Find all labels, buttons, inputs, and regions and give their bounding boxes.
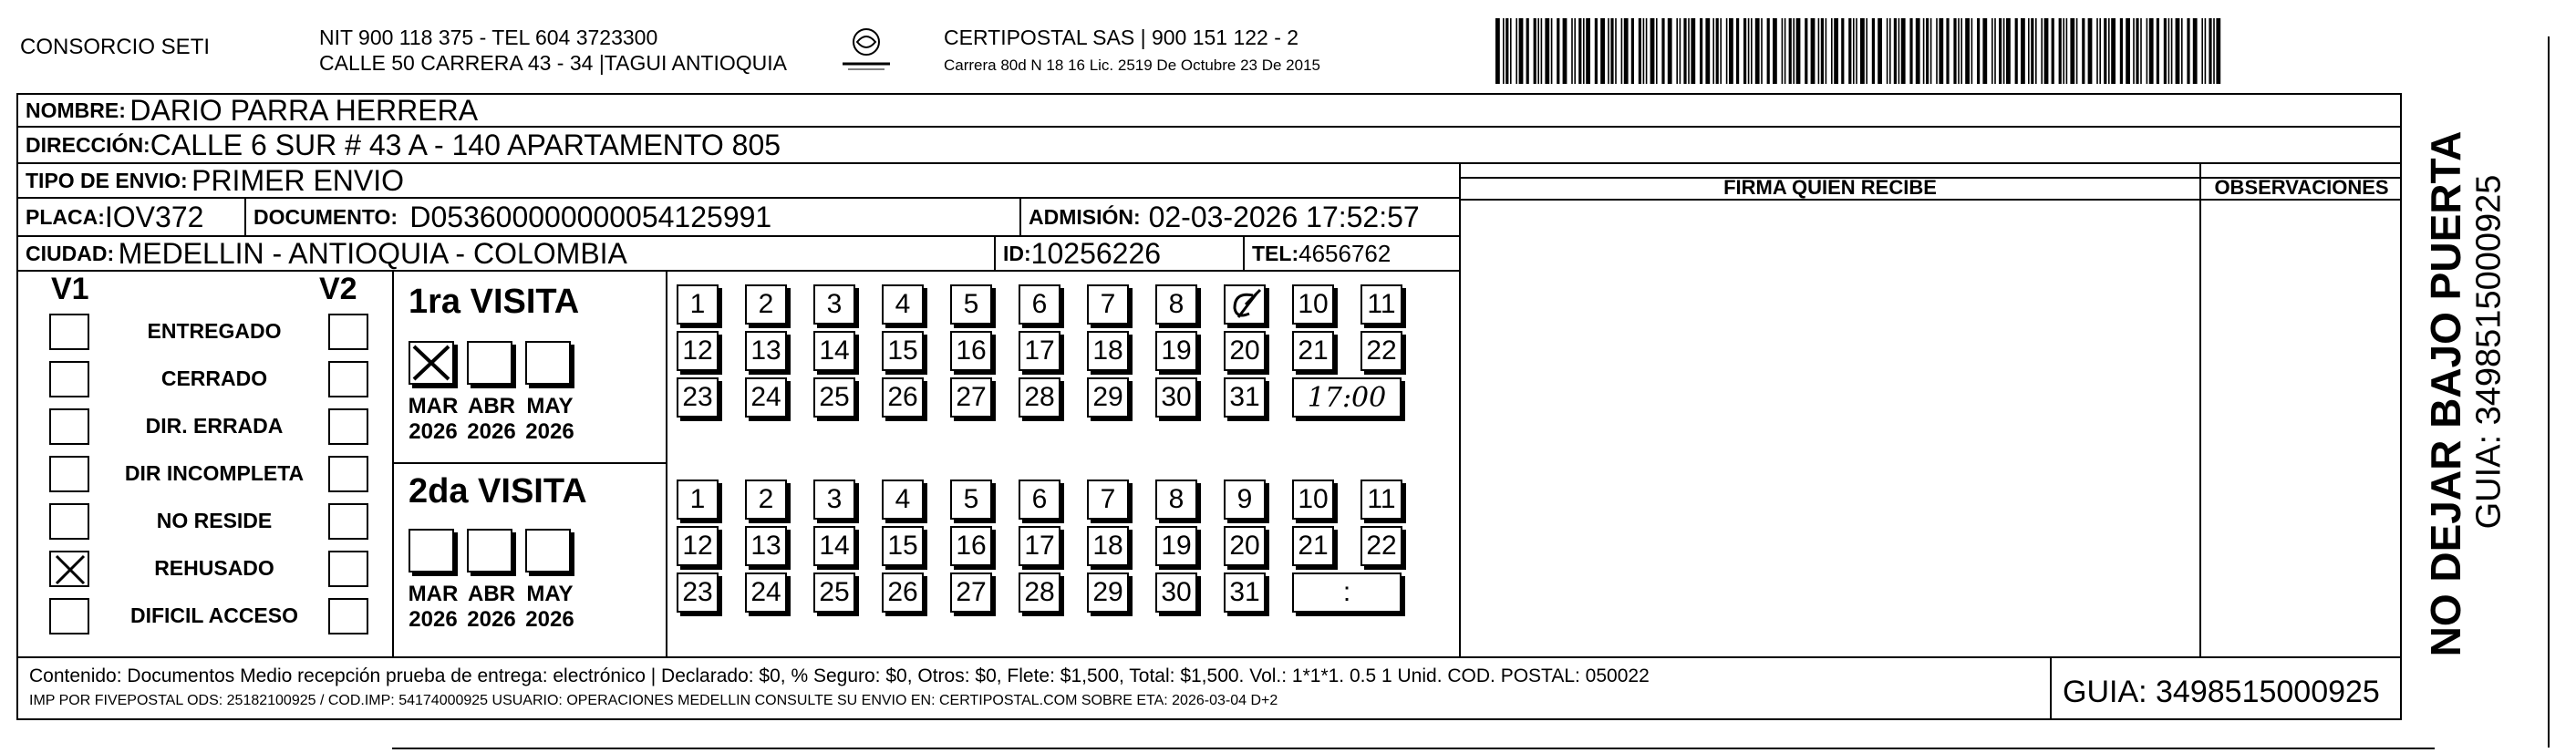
day-cell-1[interactable]: 1 [677,284,719,325]
day-cell-12[interactable]: 12 [677,526,719,566]
month-year: 2026 [467,607,516,632]
id-value: 10256226 [1030,237,1162,270]
day-cell-22[interactable]: 22 [1360,526,1402,566]
status-row [18,357,381,405]
visit1-title: 1ra VISITA [409,283,580,321]
day-cell-20[interactable]: 20 [1224,526,1266,566]
day-cell-12[interactable]: 12 [677,331,719,371]
day-cell-21[interactable]: 21 [1292,526,1334,566]
license-line: Carrera 80d N 18 16 Lic. 2519 De Octubre 23 De 2015 [944,57,1320,74]
day-cell-31[interactable]: 31 [1224,572,1266,613]
day-cell-9[interactable] [1224,284,1266,325]
day-cell-25[interactable]: 25 [813,572,855,613]
day-cell-28[interactable]: 28 [1019,572,1060,613]
nombre-field: NOMBRE: DARIO PARRA HERRERA [26,95,479,126]
status-label: CERRADO [160,366,268,390]
month-checkbox[interactable] [409,341,454,385]
status-row [18,452,381,500]
month-label: MAR [408,582,459,606]
day-cell-11[interactable]: 11 [1360,480,1402,520]
day-cell-8[interactable]: 8 [1155,284,1197,325]
tipo-envio-field: TIPO DE ENVIO: PRIMER ENVIO [26,164,405,197]
status-v1-checkbox[interactable] [49,598,89,634]
nombre-value: DARIO PARRA HERRERA [129,95,479,126]
day-cell-10[interactable]: 10 [1292,284,1334,325]
footer-contenido: Contenido: Documentos Medio recepción prueba de entrega: electrónico | Declarado: $0, % Seguro: $0, Otros: $0, Flete: $1,500, Total: $1,500. Vol.: 1*1*1. 0.5 1 Unid. COD. POSTAL: 050022 [29,665,1650,686]
footer-guia: GUIA: 3498515000925 [2063,675,2380,709]
status-row [18,594,381,642]
address-line: CALLE 50 CARRERA 43 - 34 |TAGUI ANTIOQUIA [319,51,787,75]
day-cell-5[interactable]: 5 [950,480,992,520]
day-cell-23[interactable]: 23 [677,377,719,418]
status-v2-checkbox[interactable] [328,551,368,587]
month-year: 2026 [525,419,574,444]
day-cell-29[interactable]: 29 [1087,377,1129,418]
day-cell-28[interactable]: 28 [1019,377,1060,418]
status-row [18,405,381,452]
time-box[interactable]: : [1292,572,1402,613]
day-cell-4[interactable]: 4 [882,284,924,325]
day-cell-17[interactable]: 17 [1019,526,1060,566]
day-cell-23[interactable]: 23 [677,572,719,613]
id-field: ID: 10256226 [1003,237,1162,270]
ciudad-field: CIUDAD: MEDELLIN - ANTIOQUIA - COLOMBIA [26,237,627,270]
day-cell-13[interactable]: 13 [745,526,787,566]
day-cell-14[interactable]: 14 [813,526,855,566]
documento-field: DOCUMENTO: D053600000000054125991 [253,200,772,233]
month-year: 2026 [467,419,516,444]
placa-value: IOV372 [104,200,204,233]
status-label: REHUSADO [154,556,274,580]
month-label: ABR [468,582,515,606]
status-panel [18,272,392,656]
month-year: 2026 [409,419,458,444]
placa-field: PLACA: IOV372 [26,200,204,233]
documento-value: D053600000000054125991 [409,200,772,233]
day-cell-24[interactable]: 24 [745,572,787,613]
day-cell-11[interactable]: 11 [1360,284,1402,325]
status-v2-checkbox[interactable] [328,456,368,492]
admision-value: 02-03-2026 17:52:57 [1148,200,1420,233]
day-cell-2[interactable]: 2 [745,480,787,520]
time-box[interactable]: 17:00 [1292,377,1402,418]
status-label: DIFICIL ACCESO [129,603,298,627]
month-label: ABR [468,394,515,418]
barcode [1495,18,2225,84]
day-cell-14[interactable]: 14 [813,331,855,371]
status-row [18,547,381,594]
day-cell-15[interactable]: 15 [882,331,924,371]
day-cell-6[interactable]: 6 [1019,480,1060,520]
month-checkbox[interactable] [525,529,571,572]
visit2-title: 2da VISITA [409,472,587,511]
status-v2-checkbox[interactable] [328,598,368,634]
month-checkbox[interactable] [525,341,571,385]
day-cell-27[interactable]: 27 [950,572,992,613]
status-v1-checkbox[interactable] [49,408,89,445]
day-cell-8[interactable]: 8 [1155,480,1197,520]
side-guia: GUIA: 3498515000925 [2469,174,2509,530]
day-cell-21[interactable]: 21 [1292,331,1334,371]
month-checkbox[interactable] [409,529,454,572]
day-cell-25[interactable]: 25 [813,377,855,418]
status-label: DIR INCOMPLETA [124,461,305,485]
day-cell-29[interactable]: 29 [1087,572,1129,613]
day-cell-22[interactable]: 22 [1360,331,1402,371]
day-cell-1[interactable]: 1 [677,480,719,520]
certipostal-line: CERTIPOSTAL SAS | 900 151 122 - 2 [944,26,1299,49]
day-cell-2[interactable]: 2 [745,284,787,325]
status-v1-checkbox[interactable] [49,314,89,350]
status-v2-checkbox[interactable] [328,408,368,445]
status-row [18,500,381,547]
nit-line: NIT 900 118 375 - TEL 604 3723300 [319,26,658,49]
tel-field: TEL: 4656762 [1252,239,1391,267]
day-cell-6[interactable]: 6 [1019,284,1060,325]
day-cell-16[interactable]: 16 [950,331,992,371]
day-cell-10[interactable]: 10 [1292,480,1334,520]
day-cell-13[interactable]: 13 [745,331,787,371]
tipo-envio-value: PRIMER ENVIO [191,164,405,197]
month-label: MAY [526,582,574,606]
status-label: NO RESIDE [156,509,273,532]
status-label: ENTREGADO [147,319,282,343]
day-cell-26[interactable]: 26 [882,377,924,418]
day-cell-18[interactable]: 18 [1087,526,1129,566]
month-label: MAR [408,394,459,418]
day-cell-15[interactable]: 15 [882,526,924,566]
day-cell-4[interactable]: 4 [882,480,924,520]
direccion-value: CALLE 6 SUR # 43 A - 140 APARTAMENTO 805 [150,128,781,161]
status-row [18,310,381,357]
day-cell-31[interactable]: 31 [1224,377,1266,418]
no-dejar-bajo-puerta: NO DEJAR BAJO PUERTA [2422,130,2469,657]
day-cell-9[interactable]: 9 [1224,480,1266,520]
month-checkbox[interactable] [467,341,512,385]
footer-imp: IMP POR FIVEPOSTAL ODS: 25182100925 / COD.IMP: 54174000925 USUARIO: OPERACIONES MEDELLIN CONSULTE SU ENVIO EN: CERTIPOSTAL.COM SOBRE ETA: 2026-03-04 D+2 [29,693,1278,708]
direccion-field: DIRECCIÓN: CALLE 6 SUR # 43 A - 140 APARTAMENTO 805 [26,128,781,161]
day-cell-17[interactable]: 17 [1019,331,1060,371]
month-year: 2026 [525,607,574,632]
day-cell-18[interactable]: 18 [1087,331,1129,371]
company-name: CONSORCIO SETI [20,35,211,59]
status-v1-checkbox[interactable] [49,361,89,397]
day-cell-30[interactable]: 30 [1155,377,1197,418]
day-cell-20[interactable]: 20 [1224,331,1266,371]
v1-label: V1 [51,272,89,306]
certipostal-logo [837,24,895,77]
status-v1-checkbox[interactable] [49,456,89,492]
day-cell-7[interactable]: 7 [1087,284,1129,325]
month-checkbox[interactable] [467,529,512,572]
month-label: MAY [526,394,574,418]
day-cell-19[interactable]: 19 [1155,526,1197,566]
status-label: DIR. ERRADA [145,414,284,438]
ciudad-value: MEDELLIN - ANTIOQUIA - COLOMBIA [118,237,627,270]
observaciones-label: OBSERVACIONES [2214,176,2389,199]
day-cell-3[interactable]: 3 [813,480,855,520]
day-cell-24[interactable]: 24 [745,377,787,418]
status-v2-checkbox[interactable] [328,314,368,350]
admision-field: ADMISIÓN: 02-03-2026 17:52:57 [1029,200,1420,233]
status-v2-checkbox[interactable] [328,503,368,540]
tel-value: 4656762 [1298,239,1391,267]
status-v1-checkbox[interactable] [49,551,89,587]
status-v2-checkbox[interactable] [328,361,368,397]
day-cell-7[interactable]: 7 [1087,480,1129,520]
day-cell-26[interactable]: 26 [882,572,924,613]
day-cell-30[interactable]: 30 [1155,572,1197,613]
day-cell-19[interactable]: 19 [1155,331,1197,371]
day-cell-5[interactable]: 5 [950,284,992,325]
day-cell-3[interactable]: 3 [813,284,855,325]
firma-label: FIRMA QUIEN RECIBE [1723,176,1937,199]
day-cell-27[interactable]: 27 [950,377,992,418]
day-cell-16[interactable]: 16 [950,526,992,566]
status-v1-checkbox[interactable] [49,503,89,540]
v2-label: V2 [319,272,357,306]
month-year: 2026 [409,607,458,632]
